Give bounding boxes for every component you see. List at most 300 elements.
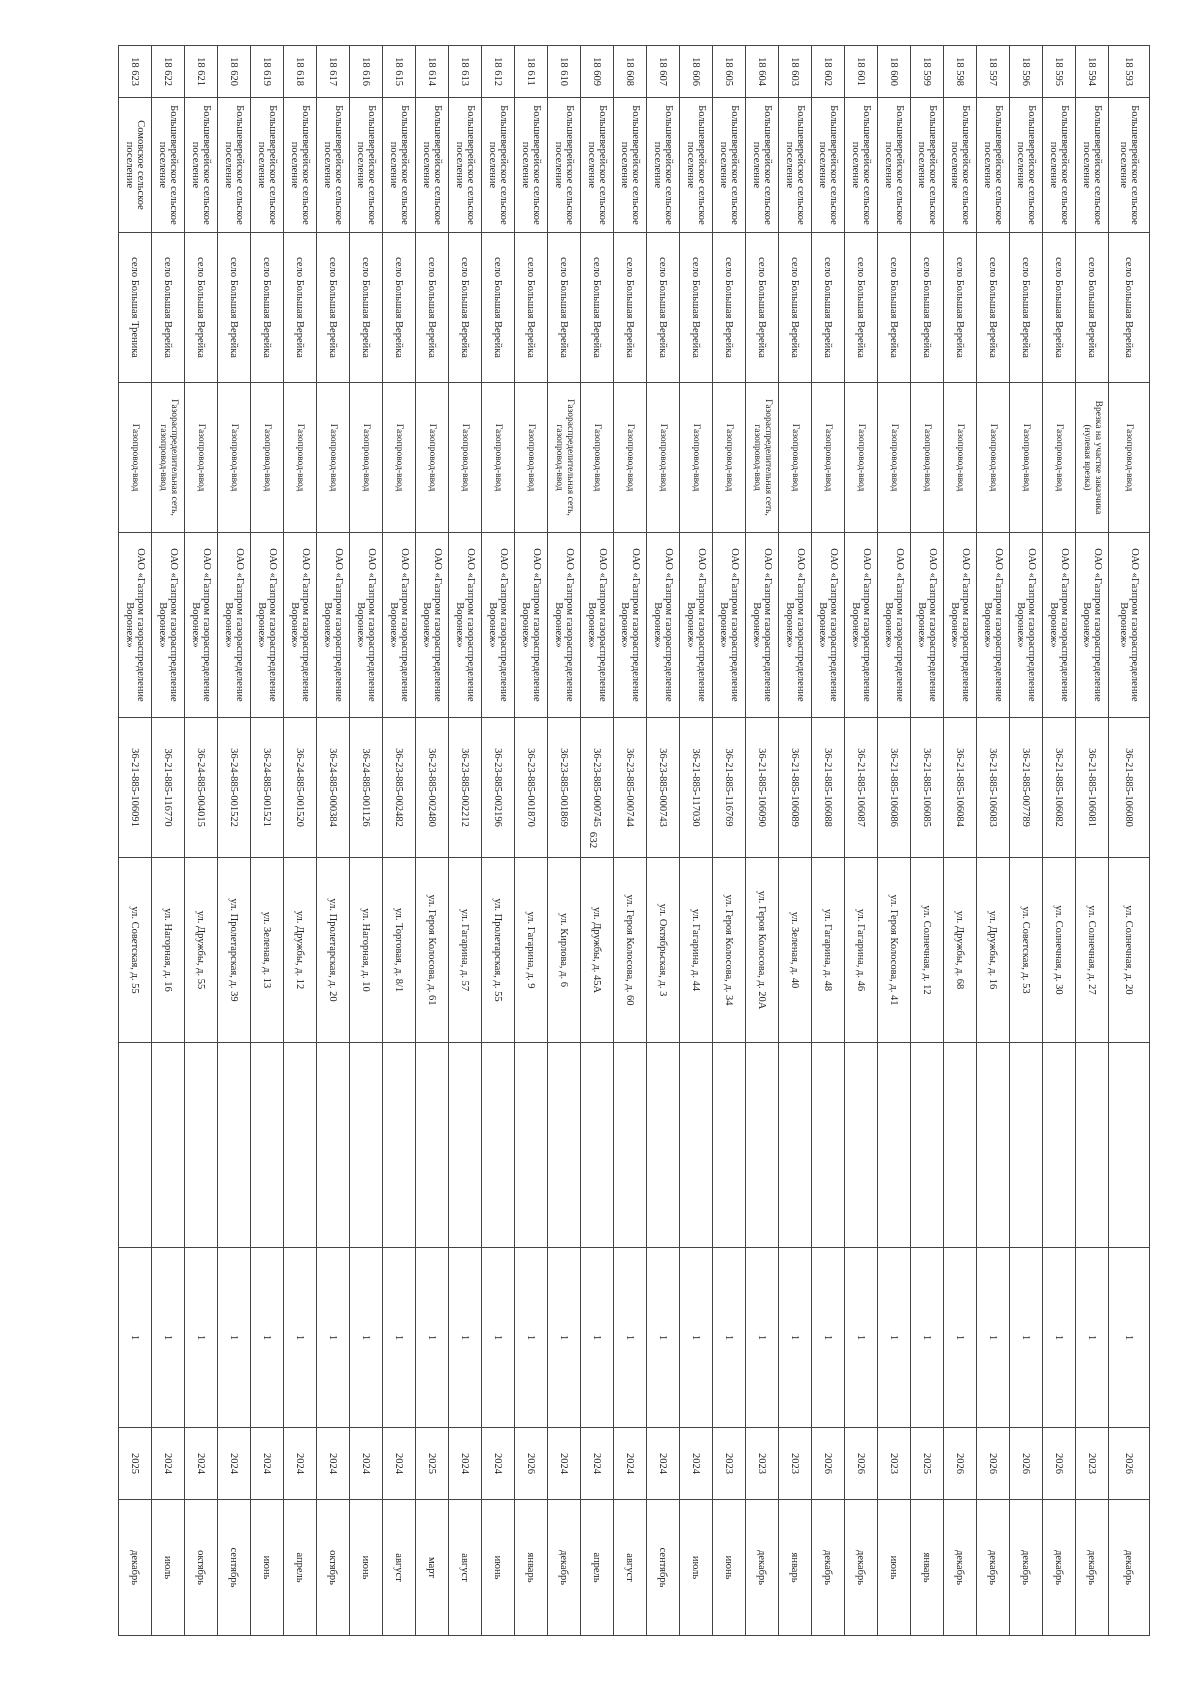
- row-number: 18 622: [152, 46, 185, 98]
- quantity-cell: 1: [614, 1248, 647, 1428]
- settlement-cell: Большеверейское сельское поселение: [317, 98, 350, 233]
- address-cell: ул. Солнечная, д. 20: [1109, 858, 1150, 1043]
- settlement-cell: Большеверейское сельское поселение: [779, 98, 812, 233]
- row-number: 18 615: [383, 46, 416, 98]
- quantity-cell: 1: [779, 1248, 812, 1428]
- quantity-cell: 1: [1010, 1248, 1043, 1428]
- quantity-cell: 1: [1076, 1248, 1109, 1428]
- month-cell: сентябрь: [647, 1500, 680, 1636]
- cadastral-code-cell: 36-23-885-002480: [416, 718, 449, 858]
- object-type-cell: Газопровод-ввод: [1109, 383, 1150, 533]
- address-cell: ул. Дружбы, д. 16: [977, 858, 1010, 1043]
- object-type-cell: Газопровод-ввод: [416, 383, 449, 533]
- settlement-cell: Сомовское сельское поселение: [119, 98, 152, 233]
- object-type-cell: Газопровод-ввод: [713, 383, 746, 533]
- year-cell: 2023: [779, 1428, 812, 1500]
- year-cell: 2026: [1043, 1428, 1076, 1500]
- blank-cell: [878, 1043, 911, 1248]
- settlement-cell: Большеверейское сельское поселение: [383, 98, 416, 233]
- month-cell: август: [449, 1500, 482, 1636]
- locality-cell: село Большая Верейка: [779, 233, 812, 383]
- object-type-cell: Газопровод-ввод: [1043, 383, 1076, 533]
- locality-cell: село Большая Верейка: [746, 233, 779, 383]
- owner-cell: ОАО «Газпром газораспределение Воронеж»: [482, 533, 515, 718]
- row-number: 18 595: [1043, 46, 1076, 98]
- month-cell: июнь: [251, 1500, 284, 1636]
- owner-cell: ОАО «Газпром газораспределение Воронеж»: [845, 533, 878, 718]
- locality-cell: село Большая Верейка: [416, 233, 449, 383]
- year-cell: 2024: [680, 1428, 713, 1500]
- object-type-cell: Газопровод-ввод: [977, 383, 1010, 533]
- owner-cell: ОАО «Газпром газораспределение Воронеж»: [713, 533, 746, 718]
- table-row: [779, 46, 812, 1636]
- blank-cell: [911, 1043, 944, 1248]
- settlement-cell: Большеверейское сельское поселение: [713, 98, 746, 233]
- row-number: 18 599: [911, 46, 944, 98]
- address-cell: ул. Зеленая, д. 40: [779, 858, 812, 1043]
- quantity-cell: 1: [548, 1248, 581, 1428]
- address-cell: ул. Героя Колосова, д. 41: [878, 858, 911, 1043]
- quantity-cell: 1: [944, 1248, 977, 1428]
- month-cell: август: [383, 1500, 416, 1636]
- quantity-cell: 1: [218, 1248, 251, 1428]
- owner-cell: ОАО «Газпром газораспределение Воронеж»: [746, 533, 779, 718]
- table-row: [647, 46, 680, 1636]
- row-number: 18 607: [647, 46, 680, 98]
- blank-cell: [317, 1043, 350, 1248]
- quantity-cell: 1: [251, 1248, 284, 1428]
- table-row: [680, 46, 713, 1636]
- month-cell: январь: [515, 1500, 548, 1636]
- owner-cell: ОАО «Газпром газораспределение Воронеж»: [1043, 533, 1076, 718]
- month-cell: июль: [680, 1500, 713, 1636]
- owner-cell: ОАО «Газпром газораспределение Воронеж»: [416, 533, 449, 718]
- settlement-cell: Большеверейское сельское поселение: [548, 98, 581, 233]
- address-cell: ул. Героя Колосова, д. 61: [416, 858, 449, 1043]
- blank-cell: [416, 1043, 449, 1248]
- locality-cell: село Большая Верейка: [680, 233, 713, 383]
- owner-cell: ОАО «Газпром газораспределение Воронеж»: [548, 533, 581, 718]
- blank-cell: [1043, 1043, 1076, 1248]
- month-cell: декабрь: [812, 1500, 845, 1636]
- address-cell: ул. Советская, д. 55: [119, 858, 152, 1043]
- blank-cell: [581, 1043, 614, 1248]
- locality-cell: село Большая Верейка: [284, 233, 317, 383]
- cadastral-code-cell: 36-21-885-106087: [845, 718, 878, 858]
- year-cell: 2024: [614, 1428, 647, 1500]
- quantity-cell: 1: [383, 1248, 416, 1428]
- owner-cell: ОАО «Газпром газораспределение Воронеж»: [878, 533, 911, 718]
- address-cell: ул. Солнечная, д. 27: [1076, 858, 1109, 1043]
- address-cell: ул. Солнечная, д. 30: [1043, 858, 1076, 1043]
- year-cell: 2023: [713, 1428, 746, 1500]
- address-cell: ул. Торговая, д. 8/1: [383, 858, 416, 1043]
- cadastral-code-cell: 36-24-885-001521: [251, 718, 284, 858]
- locality-cell: село Большая Верейка: [548, 233, 581, 383]
- settlement-cell: Большеверейское сельское поселение: [284, 98, 317, 233]
- month-cell: октябрь: [185, 1500, 218, 1636]
- row-number: 18 616: [350, 46, 383, 98]
- table-row: [383, 46, 416, 1636]
- owner-cell: ОАО «Газпром газораспределение Воронеж»: [911, 533, 944, 718]
- address-cell: ул. Пролетарская, д. 55: [482, 858, 515, 1043]
- owner-cell: ОАО «Газпром газораспределение Воронеж»: [977, 533, 1010, 718]
- table-row: [1010, 46, 1043, 1636]
- locality-cell: село Большая Верейка: [614, 233, 647, 383]
- address-cell: ул. Нагорная, д. 10: [350, 858, 383, 1043]
- address-cell: ул. Дружбы, д. 55: [185, 858, 218, 1043]
- settlement-cell: Большеверейское сельское поселение: [944, 98, 977, 233]
- month-cell: август: [614, 1500, 647, 1636]
- blank-cell: [647, 1043, 680, 1248]
- table-row: [944, 46, 977, 1636]
- object-type-cell: Газопровод-ввод: [944, 383, 977, 533]
- month-cell: апрель: [581, 1500, 614, 1636]
- quantity-cell: 1: [812, 1248, 845, 1428]
- locality-cell: село Большая Верейка: [845, 233, 878, 383]
- object-type-cell: Газопровод-ввод: [779, 383, 812, 533]
- quantity-cell: 1: [746, 1248, 779, 1428]
- quantity-cell: 1: [284, 1248, 317, 1428]
- cadastral-code-cell: 36-23-885-002482: [383, 718, 416, 858]
- cadastral-code-cell: 36-21-885-106085: [911, 718, 944, 858]
- object-type-cell: Газопровод-ввод: [581, 383, 614, 533]
- month-cell: декабрь: [1109, 1500, 1150, 1636]
- blank-cell: [944, 1043, 977, 1248]
- year-cell: 2024: [449, 1428, 482, 1500]
- row-number: 18 605: [713, 46, 746, 98]
- table-row: [449, 46, 482, 1636]
- month-cell: март: [416, 1500, 449, 1636]
- address-cell: ул. Дружбы, д. 45А: [581, 858, 614, 1043]
- table-row: [1076, 46, 1109, 1636]
- blank-cell: [218, 1043, 251, 1248]
- object-type-cell: Газораспределительная сеть, газопровод-ввод: [152, 383, 185, 533]
- year-cell: 2026: [944, 1428, 977, 1500]
- cadastral-code-cell: 36-21-885-117030: [680, 718, 713, 858]
- row-number: 18 613: [449, 46, 482, 98]
- table-row: [185, 46, 218, 1636]
- owner-cell: ОАО «Газпром газораспределение Воронеж»: [383, 533, 416, 718]
- year-cell: 2024: [581, 1428, 614, 1500]
- settlement-cell: Большеверейское сельское поселение: [647, 98, 680, 233]
- month-cell: апрель: [284, 1500, 317, 1636]
- table-row: [1109, 46, 1150, 1636]
- year-cell: 2026: [812, 1428, 845, 1500]
- settlement-cell: Большеверейское сельское поселение: [1043, 98, 1076, 233]
- cadastral-code-cell: 36-24-885-004015: [185, 718, 218, 858]
- year-cell: 2023: [878, 1428, 911, 1500]
- row-number: 18 610: [548, 46, 581, 98]
- owner-cell: ОАО «Газпром газораспределение Воронеж»: [119, 533, 152, 718]
- owner-cell: ОАО «Газпром газораспределение Воронеж»: [317, 533, 350, 718]
- object-type-cell: Газопровод-ввод: [317, 383, 350, 533]
- object-type-cell: Газопровод-ввод: [878, 383, 911, 533]
- settlement-cell: Большеверейское сельское поселение: [1010, 98, 1043, 233]
- table-row: [251, 46, 284, 1636]
- month-cell: июнь: [878, 1500, 911, 1636]
- blank-cell: [977, 1043, 1010, 1248]
- quantity-cell: 1: [977, 1248, 1010, 1428]
- locality-cell: село Большая Верейка: [383, 233, 416, 383]
- quantity-cell: 1: [482, 1248, 515, 1428]
- settlement-cell: Большеверейское сельское поселение: [680, 98, 713, 233]
- locality-cell: село Большая Верейка: [449, 233, 482, 383]
- month-cell: июнь: [713, 1500, 746, 1636]
- row-number: 18 606: [680, 46, 713, 98]
- month-cell: декабрь: [944, 1500, 977, 1636]
- settlement-cell: Большеверейское сельское поселение: [614, 98, 647, 233]
- month-cell: декабрь: [746, 1500, 779, 1636]
- year-cell: 2024: [284, 1428, 317, 1500]
- settlement-cell: Большеверейское сельское поселение: [416, 98, 449, 233]
- table-row: [713, 46, 746, 1636]
- quantity-cell: 1: [1043, 1248, 1076, 1428]
- table-row: [119, 46, 152, 1636]
- row-number: 18 620: [218, 46, 251, 98]
- quantity-cell: 1: [1109, 1248, 1150, 1428]
- month-cell: октябрь: [317, 1500, 350, 1636]
- row-number: 18 602: [812, 46, 845, 98]
- cadastral-code-cell: 36-21-885-106082: [1043, 718, 1076, 858]
- settlement-cell: Большеверейское сельское поселение: [746, 98, 779, 233]
- quantity-cell: 1: [581, 1248, 614, 1428]
- table-row: [548, 46, 581, 1636]
- year-cell: 2026: [1010, 1428, 1043, 1500]
- row-number: 18 612: [482, 46, 515, 98]
- locality-cell: село Большая Верейка: [944, 233, 977, 383]
- owner-cell: ОАО «Газпром газораспределение Воронеж»: [779, 533, 812, 718]
- cadastral-code-cell: 36-23-885-000744: [614, 718, 647, 858]
- locality-cell: село Большая Верейка: [812, 233, 845, 383]
- object-type-cell: Газопровод-ввод: [284, 383, 317, 533]
- address-cell: ул. Зеленая, д. 13: [251, 858, 284, 1043]
- quantity-cell: 1: [911, 1248, 944, 1428]
- settlement-cell: Большеверейское сельское поселение: [581, 98, 614, 233]
- row-number: 18 603: [779, 46, 812, 98]
- locality-cell: село Большая Верейка: [482, 233, 515, 383]
- settlement-cell: Большеверейское сельское поселение: [449, 98, 482, 233]
- address-cell: ул. Советская, д. 53: [1010, 858, 1043, 1043]
- row-number: 18 621: [185, 46, 218, 98]
- settlement-cell: Большеверейское сельское поселение: [1109, 98, 1150, 233]
- cadastral-code-cell: 36-21-885-106080: [1109, 718, 1150, 858]
- blank-cell: [845, 1043, 878, 1248]
- owner-cell: ОАО «Газпром газораспределение Воронеж»: [1109, 533, 1150, 718]
- quantity-cell: 1: [515, 1248, 548, 1428]
- address-cell: ул. Пролетарская, д. 20: [317, 858, 350, 1043]
- cadastral-code-cell: 36-21-885-106084: [944, 718, 977, 858]
- quantity-cell: 1: [878, 1248, 911, 1428]
- object-type-cell: Газопровод-ввод: [449, 383, 482, 533]
- address-cell: ул. Гагарина, д. 57: [449, 858, 482, 1043]
- blank-cell: [251, 1043, 284, 1248]
- cadastral-code-cell: 36-24-885-000384: [317, 718, 350, 858]
- owner-cell: ОАО «Газпром газораспределение Воронеж»: [647, 533, 680, 718]
- owner-cell: ОАО «Газпром газораспределение Воронеж»: [515, 533, 548, 718]
- year-cell: 2024: [548, 1428, 581, 1500]
- blank-cell: [548, 1043, 581, 1248]
- table-row: [218, 46, 251, 1636]
- cadastral-code-cell: 36-23-885-002212: [449, 718, 482, 858]
- locality-cell: село Большая Верейка: [977, 233, 1010, 383]
- cadastral-code-cell: 36-21-885-116770: [152, 718, 185, 858]
- year-cell: 2024: [317, 1428, 350, 1500]
- object-type-cell: Газопровод-ввод: [614, 383, 647, 533]
- month-cell: декабрь: [1010, 1500, 1043, 1636]
- table-row: [911, 46, 944, 1636]
- table-row: [812, 46, 845, 1636]
- table-row: [1043, 46, 1076, 1636]
- locality-cell: село Большая Верейка: [1076, 233, 1109, 383]
- locality-cell: село Большая Верейка: [713, 233, 746, 383]
- address-cell: ул. Гагарина, д. 48: [812, 858, 845, 1043]
- table-row: [350, 46, 383, 1636]
- quantity-cell: 1: [119, 1248, 152, 1428]
- blank-cell: [614, 1043, 647, 1248]
- month-cell: июнь: [482, 1500, 515, 1636]
- quantity-cell: 1: [350, 1248, 383, 1428]
- month-cell: июль: [152, 1500, 185, 1636]
- settlement-cell: Большеверейское сельское поселение: [977, 98, 1010, 233]
- year-cell: 2024: [350, 1428, 383, 1500]
- blank-cell: [449, 1043, 482, 1248]
- cadastral-code-cell: 36-23-885-000743: [647, 718, 680, 858]
- address-cell: ул. Солнечная, д. 12: [911, 858, 944, 1043]
- settlement-cell: Большеверейское сельское поселение: [251, 98, 284, 233]
- owner-cell: ОАО «Газпром газораспределение Воронеж»: [152, 533, 185, 718]
- year-cell: 2026: [1109, 1428, 1150, 1500]
- address-cell: ул. Героя Колосова, д. 34: [713, 858, 746, 1043]
- month-cell: декабрь: [119, 1500, 152, 1636]
- blank-cell: [1109, 1043, 1150, 1248]
- object-type-cell: Газопровод-ввод: [647, 383, 680, 533]
- address-cell: ул. Героя Колосова, д. 60: [614, 858, 647, 1043]
- cadastral-code-cell: 36-24-885-001126: [350, 718, 383, 858]
- settlement-cell: Большеверейское сельское поселение: [218, 98, 251, 233]
- locality-cell: село Большая Верейка: [1010, 233, 1043, 383]
- locality-cell: село Большая Верейка: [515, 233, 548, 383]
- row-number: 18 604: [746, 46, 779, 98]
- row-number: 18 596: [1010, 46, 1043, 98]
- quantity-cell: 1: [185, 1248, 218, 1428]
- blank-cell: [779, 1043, 812, 1248]
- address-cell: ул. Гагарина, д. 44: [680, 858, 713, 1043]
- cadastral-code-cell: 36-24-885-001520: [284, 718, 317, 858]
- settlement-cell: Большеверейское сельское поселение: [482, 98, 515, 233]
- locality-cell: село Большая Верейка: [185, 233, 218, 383]
- address-cell: ул. Героя Колосова, д. 20А: [746, 858, 779, 1043]
- object-type-cell: Газопровод-ввод: [185, 383, 218, 533]
- cadastral-code-cell: 36-24-885-001522: [218, 718, 251, 858]
- settlement-cell: Большеверейское сельское поселение: [812, 98, 845, 233]
- address-cell: ул. Октябрьская, д. 3: [647, 858, 680, 1043]
- year-cell: 2024: [152, 1428, 185, 1500]
- row-number: 18 614: [416, 46, 449, 98]
- quantity-cell: 1: [647, 1248, 680, 1428]
- settlement-cell: Большеверейское сельское поселение: [185, 98, 218, 233]
- month-cell: январь: [911, 1500, 944, 1636]
- object-type-cell: Газопровод-ввод: [1010, 383, 1043, 533]
- month-cell: январь: [779, 1500, 812, 1636]
- locality-cell: село Большая Верейка: [1109, 233, 1150, 383]
- row-number: 18 623: [119, 46, 152, 98]
- row-number: 18 609: [581, 46, 614, 98]
- address-cell: ул. Гагарина, д. 9: [515, 858, 548, 1043]
- settlement-cell: Большеверейское сельское поселение: [350, 98, 383, 233]
- owner-cell: ОАО «Газпром газораспределение Воронеж»: [284, 533, 317, 718]
- settlement-cell: Большеверейское сельское поселение: [911, 98, 944, 233]
- object-type-cell: Врезка на участке заказчика (нулевая врезка): [1076, 383, 1109, 533]
- object-type-cell: Газопровод-ввод: [482, 383, 515, 533]
- blank-cell: [1010, 1043, 1043, 1248]
- owner-cell: ОАО «Газпром газораспределение Воронеж»: [218, 533, 251, 718]
- month-cell: декабрь: [548, 1500, 581, 1636]
- month-cell: декабрь: [977, 1500, 1010, 1636]
- year-cell: 2026: [515, 1428, 548, 1500]
- row-number: 18 617: [317, 46, 350, 98]
- cadastral-code-cell: 36-23-885-002196: [482, 718, 515, 858]
- cadastral-code-cell: 36-21-885-007789: [1010, 718, 1043, 858]
- cadastral-code-cell: 36-21-885-116769: [713, 718, 746, 858]
- address-cell: ул. Дружбы, д. 12: [284, 858, 317, 1043]
- cadastral-code-cell: 36-21-885-106086: [878, 718, 911, 858]
- year-cell: 2023: [746, 1428, 779, 1500]
- owner-cell: ОАО «Газпром газораспределение Воронеж»: [812, 533, 845, 718]
- table-row: [746, 46, 779, 1636]
- owner-cell: ОАО «Газпром газораспределение Воронеж»: [449, 533, 482, 718]
- table-row: [284, 46, 317, 1636]
- table-row: [152, 46, 185, 1636]
- table-row: [614, 46, 647, 1636]
- locality-cell: село Большая Верейка: [911, 233, 944, 383]
- table-row: [581, 46, 614, 1636]
- object-type-cell: Газораспределительная сеть, газопровод-ввод: [548, 383, 581, 533]
- locality-cell: село Большая Верейка: [581, 233, 614, 383]
- owner-cell: ОАО «Газпром газораспределение Воронеж»: [350, 533, 383, 718]
- cadastral-code-cell: 36-21-885-106083: [977, 718, 1010, 858]
- address-cell: ул. Пролетарская, д. 39: [218, 858, 251, 1043]
- blank-cell: [152, 1043, 185, 1248]
- locality-cell: село Большая Верейка: [251, 233, 284, 383]
- object-type-cell: Газопровод-ввод: [515, 383, 548, 533]
- year-cell: 2024: [185, 1428, 218, 1500]
- cadastral-code-cell: 36-23-885-000745: [581, 718, 614, 858]
- table-row: [977, 46, 1010, 1636]
- row-number: 18 618: [284, 46, 317, 98]
- cadastral-code-cell: 36-23-885-001869: [548, 718, 581, 858]
- blank-cell: [119, 1043, 152, 1248]
- object-type-cell: Газопровод-ввод: [812, 383, 845, 533]
- quantity-cell: 1: [845, 1248, 878, 1428]
- settlement-cell: Большеверейское сельское поселение: [845, 98, 878, 233]
- row-number: 18 594: [1076, 46, 1109, 98]
- month-cell: июнь: [350, 1500, 383, 1636]
- object-type-cell: Газопровод-ввод: [218, 383, 251, 533]
- locality-cell: село Большая Верейка: [350, 233, 383, 383]
- object-type-cell: Газопровод-ввод: [383, 383, 416, 533]
- rotated-table-container: [110, 45, 1150, 1635]
- cadastral-code-cell: 36-21-885-106081: [1076, 718, 1109, 858]
- table-row: [482, 46, 515, 1636]
- settlement-cell: Большеверейское сельское поселение: [1076, 98, 1109, 233]
- table-row: [317, 46, 350, 1636]
- blank-cell: [185, 1043, 218, 1248]
- locality-cell: село Большая Верейка: [1043, 233, 1076, 383]
- month-cell: декабрь: [845, 1500, 878, 1636]
- quantity-cell: 1: [317, 1248, 350, 1428]
- cadastral-code-cell: 36-21-885-106089: [779, 718, 812, 858]
